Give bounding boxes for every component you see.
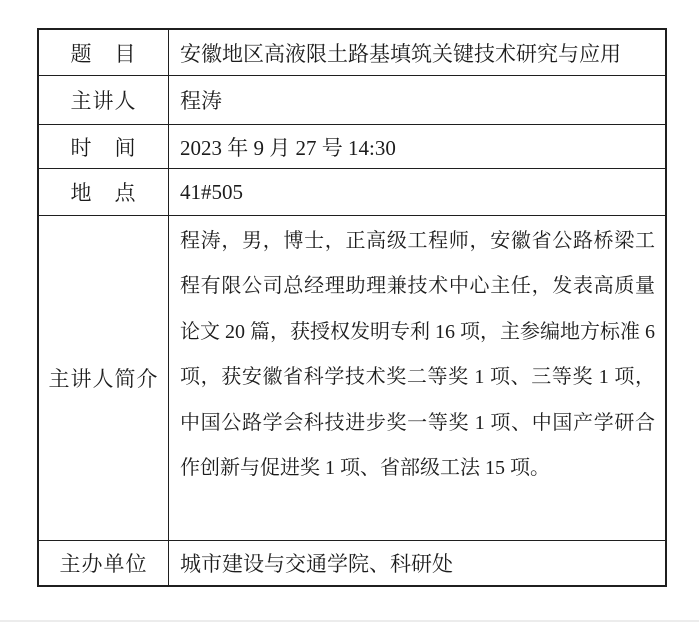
organizer-value: 城市建设与交通学院、科研处 [180,552,453,576]
time-value: 2023 年 9 月 27 号 14:30 [180,135,396,160]
table-row-speaker [39,76,665,125]
speaker-bio-label: 主讲人简介 [39,216,169,540]
table-row-title [39,30,665,76]
table-row-time [39,125,665,169]
title-value: 安徽地区高液限土路基填筑关键技术研究与应用 [180,41,621,66]
location-value: 41#505 [180,179,243,204]
organizer-label: 主办单位 [39,541,169,585]
speaker-value: 程涛 [180,89,222,113]
table-row-organizer [39,541,665,585]
table-row-speaker-bio [39,216,665,541]
location-label: 地 点 [39,169,169,215]
seminar-info-table [37,28,667,587]
title-label: 题 目 [39,30,169,75]
speaker-label: 主讲人 [39,76,169,124]
time-label: 时 间 [39,125,169,168]
speaker-bio-value: 程涛，男，博士，正高级工程师，安徽省公路桥梁工程有限公司总经理助理兼技术中心主任，发表高质量论文 20 篇，获授权发明专利 16 项，主参编地方标准 6 项，获安徽省科学技术奖二等奖 1 项、三等奖 1 项，中国公路学会科技进步奖一等奖 1 项、中国产学研合作创新与促进奖 1 项、省部级工法 15 项。 [180,230,655,480]
table-row-location [39,169,665,216]
